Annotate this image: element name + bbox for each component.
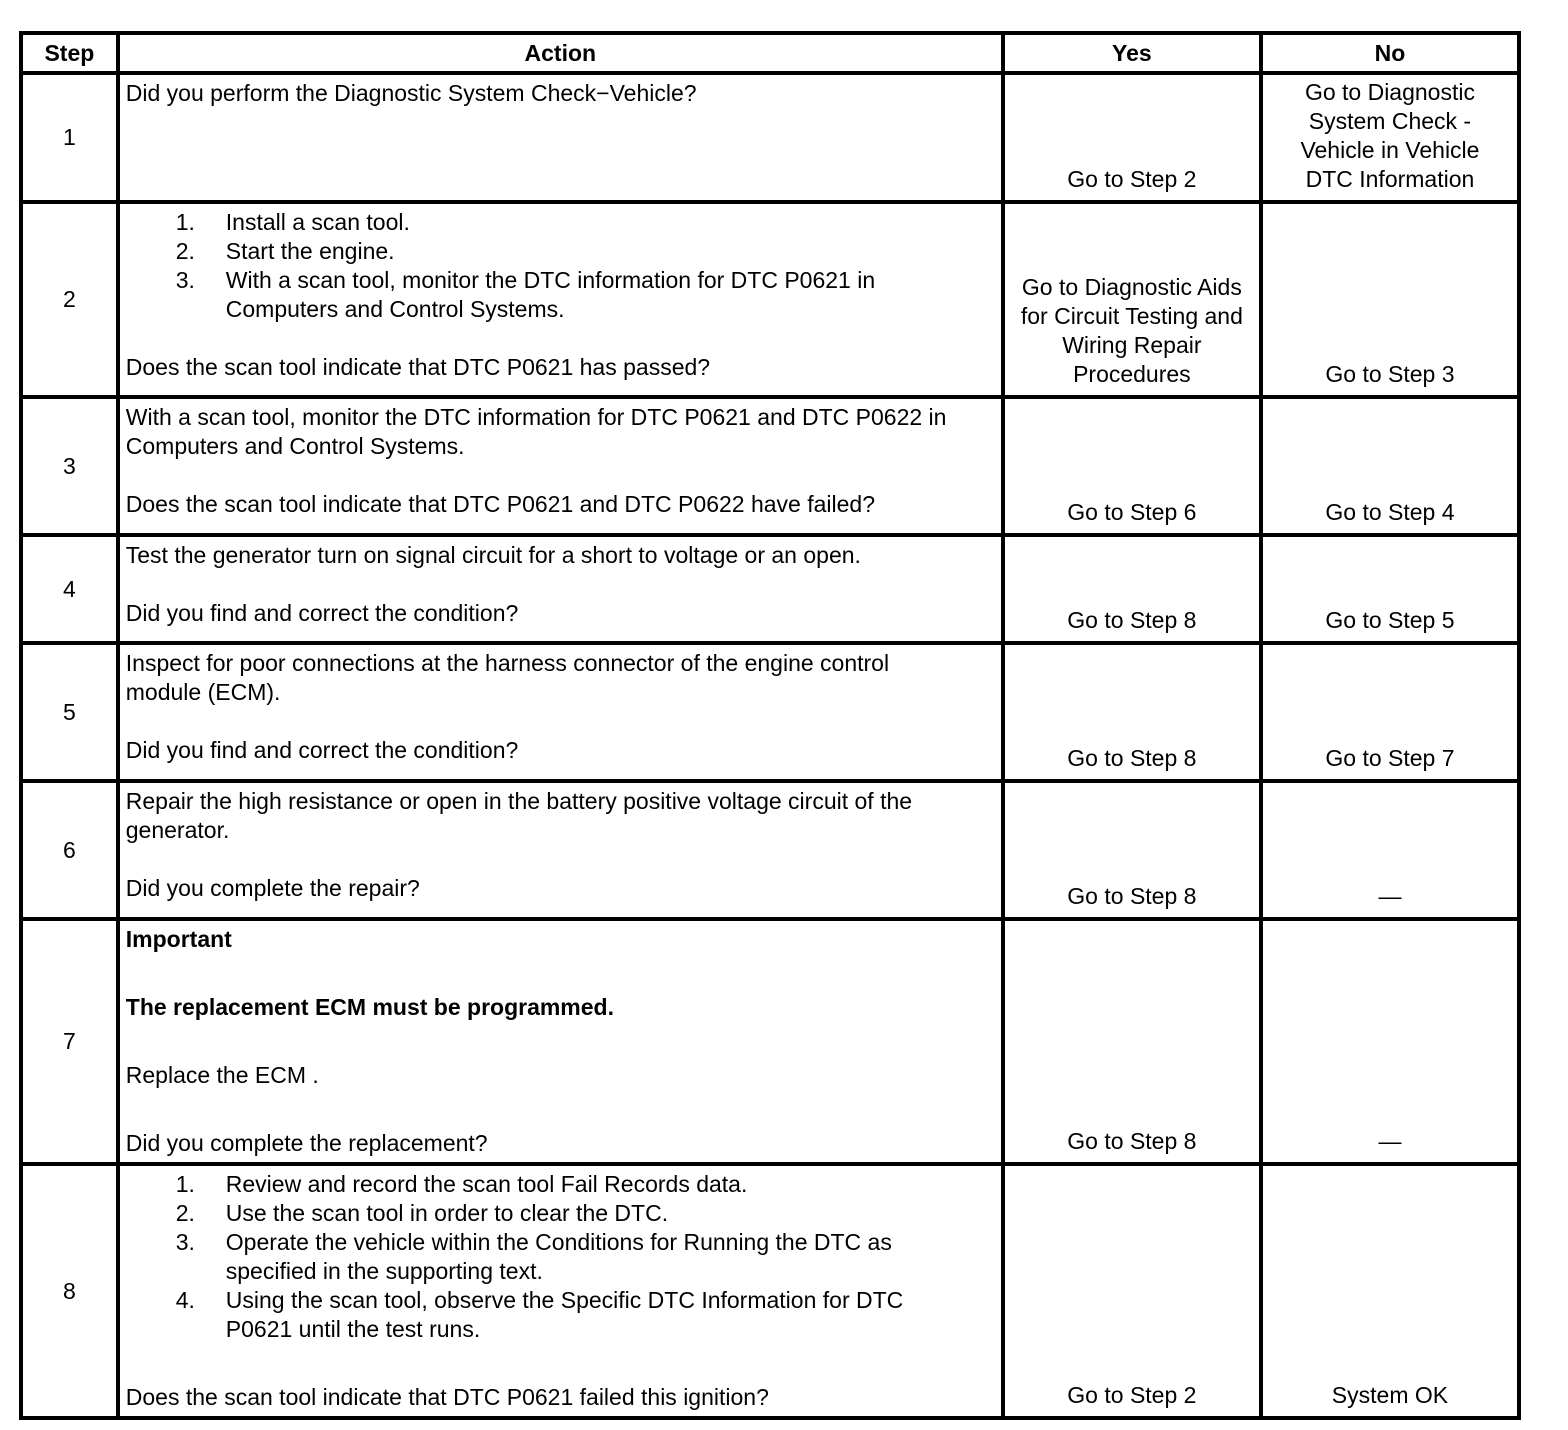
action-question: Does the scan tool indicate that DTC P0621 and DTC P0622 have failed? xyxy=(125,491,875,517)
yes-cell: Go to Step 2 xyxy=(1003,73,1261,202)
action-cell xyxy=(118,73,1003,202)
table-row-step-2 xyxy=(21,202,1519,397)
header-yes: Yes xyxy=(1003,33,1261,73)
step-number: 1 xyxy=(21,73,118,202)
list-item: 3. Operate the vehicle within the Conditions for Running the DTC as specified in the supporting text. xyxy=(175,1229,892,1284)
action-question: Did you find and correct the condition? xyxy=(125,600,519,626)
list-item: 4. Using the scan tool, observe the Specific DTC Information for DTC P0621 until the test runs. xyxy=(175,1287,904,1342)
yes-cell: Go to Step 2 xyxy=(1003,1164,1261,1418)
step-number: 4 xyxy=(21,535,118,643)
action-text: Repair the high resistance or open in the battery positive voltage circuit of the generator. xyxy=(125,788,913,843)
table-row-step-8 xyxy=(21,1164,1519,1418)
no-cell: Go to Step 7 xyxy=(1261,643,1519,781)
step-number: 2 xyxy=(21,202,118,397)
action-text: With a scan tool, monitor the DTC information for DTC P0621 and DTC P0622 in Computers and Control Systems. xyxy=(125,404,947,459)
table-row-step-5 xyxy=(21,643,1519,781)
action-cell xyxy=(118,202,1003,397)
action-question: Does the scan tool indicate that DTC P0621 has passed? xyxy=(125,354,711,380)
no-cell: Go to Step 3 xyxy=(1261,202,1519,397)
procedure-list xyxy=(126,1170,995,1344)
yes-cell: Go to Step 8 xyxy=(1003,643,1261,781)
important-note: The replacement ECM must be programmed. xyxy=(125,994,614,1020)
action-cell xyxy=(118,1164,1003,1418)
table-row-step-4 xyxy=(21,535,1519,643)
header-row xyxy=(21,33,1519,73)
action-cell xyxy=(118,397,1003,535)
yes-cell: Go to Step 6 xyxy=(1003,397,1261,535)
action-cell xyxy=(118,643,1003,781)
important-label: Important xyxy=(125,926,232,952)
action-question: Did you complete the repair? xyxy=(125,875,420,901)
step-number: 5 xyxy=(21,643,118,781)
header-step: Step xyxy=(21,33,118,73)
list-item: 2. Use the scan tool in order to clear the DTC. xyxy=(175,1200,669,1226)
diagnostic-table xyxy=(19,31,1521,1420)
yes-cell: Go to Step 8 xyxy=(1003,781,1261,919)
table-row-step-3 xyxy=(21,397,1519,535)
no-cell: Go to Diagnostic System Check - Vehicle in Vehicle DTC Information xyxy=(1261,73,1519,202)
no-cell: Go to Step 4 xyxy=(1261,397,1519,535)
no-cell: — xyxy=(1261,781,1519,919)
yes-cell: Go to Diagnostic Aids for Circuit Testing and Wiring Repair Procedures xyxy=(1003,202,1261,397)
no-cell: — xyxy=(1261,919,1519,1164)
list-item: 1. Install a scan tool. xyxy=(175,209,410,235)
action-text: Replace the ECM . xyxy=(125,1062,319,1088)
list-item: 1. Review and record the scan tool Fail Records data. xyxy=(175,1171,748,1197)
action-question: Does the scan tool indicate that DTC P0621 failed this ignition? xyxy=(125,1384,769,1410)
action-text: Did you perform the Diagnostic System Check−Vehicle? xyxy=(125,80,697,106)
step-number: 8 xyxy=(21,1164,118,1418)
no-cell: System OK xyxy=(1261,1164,1519,1418)
action-text: Test the generator turn on signal circuit for a short to voltage or an open. xyxy=(125,542,861,568)
procedure-list xyxy=(126,208,995,324)
step-number: 3 xyxy=(21,397,118,535)
no-cell: Go to Step 5 xyxy=(1261,535,1519,643)
table-row-step-6 xyxy=(21,781,1519,919)
list-item: 2. Start the engine. xyxy=(175,238,395,264)
header-action: Action xyxy=(118,33,1003,73)
step-number: 6 xyxy=(21,781,118,919)
list-item: 3. With a scan tool, monitor the DTC information for DTC P0621 in Computers and Control Systems. xyxy=(175,267,876,322)
step-number: 7 xyxy=(21,919,118,1164)
table-row-step-7 xyxy=(21,919,1519,1164)
header-no: No xyxy=(1261,33,1519,73)
action-question: Did you find and correct the condition? xyxy=(125,737,519,763)
yes-cell: Go to Step 8 xyxy=(1003,919,1261,1164)
action-cell xyxy=(118,535,1003,643)
table-row-step-1 xyxy=(21,73,1519,202)
action-cell xyxy=(118,781,1003,919)
action-question: Did you complete the replacement? xyxy=(125,1130,488,1156)
action-text: Inspect for poor connections at the harness connector of the engine control module (ECM). xyxy=(125,650,890,705)
yes-cell: Go to Step 8 xyxy=(1003,535,1261,643)
action-cell xyxy=(118,919,1003,1164)
